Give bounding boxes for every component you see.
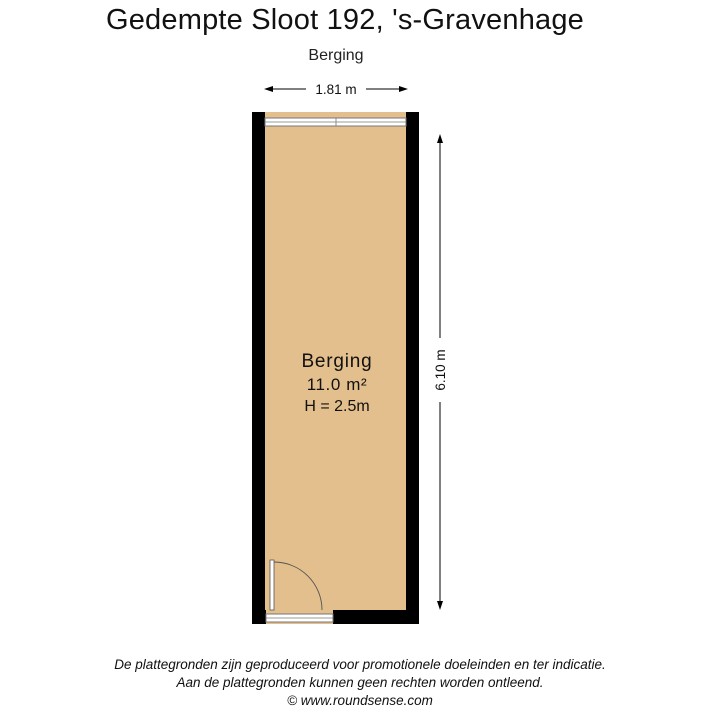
length-arrow-bottom-icon (437, 601, 443, 610)
plan-title: Gedempte Sloot 192, 's-Gravenhage (105, 4, 585, 36)
room-area: 11.0 m² (306, 375, 368, 394)
room-label (301, 351, 372, 415)
disclaimer-line-2: Aan de plattegronden kunnen geen rechten worden ontleend. (176, 675, 544, 690)
width-arrow-left-icon (264, 86, 273, 92)
width-label: 1.81 m (315, 82, 357, 97)
length-arrow-top-icon (437, 134, 443, 143)
door-leaf (270, 560, 274, 610)
length-label: 6.10 m (433, 349, 448, 391)
width-dimension (264, 82, 408, 97)
disclaimer-line-1: De plattegronden zijn geproduceerd voor promotionele doeleinden en ter indicatie. (114, 657, 606, 672)
room-name: Berging (301, 351, 373, 372)
length-dimension (433, 134, 448, 610)
width-arrow-right-icon (399, 86, 408, 92)
room-height: H = 2.5m (304, 398, 370, 415)
floor-subtitle: Berging (308, 47, 364, 64)
copyright-text: © www.roundsense.com (287, 693, 433, 708)
disclaimer (0, 656, 720, 710)
